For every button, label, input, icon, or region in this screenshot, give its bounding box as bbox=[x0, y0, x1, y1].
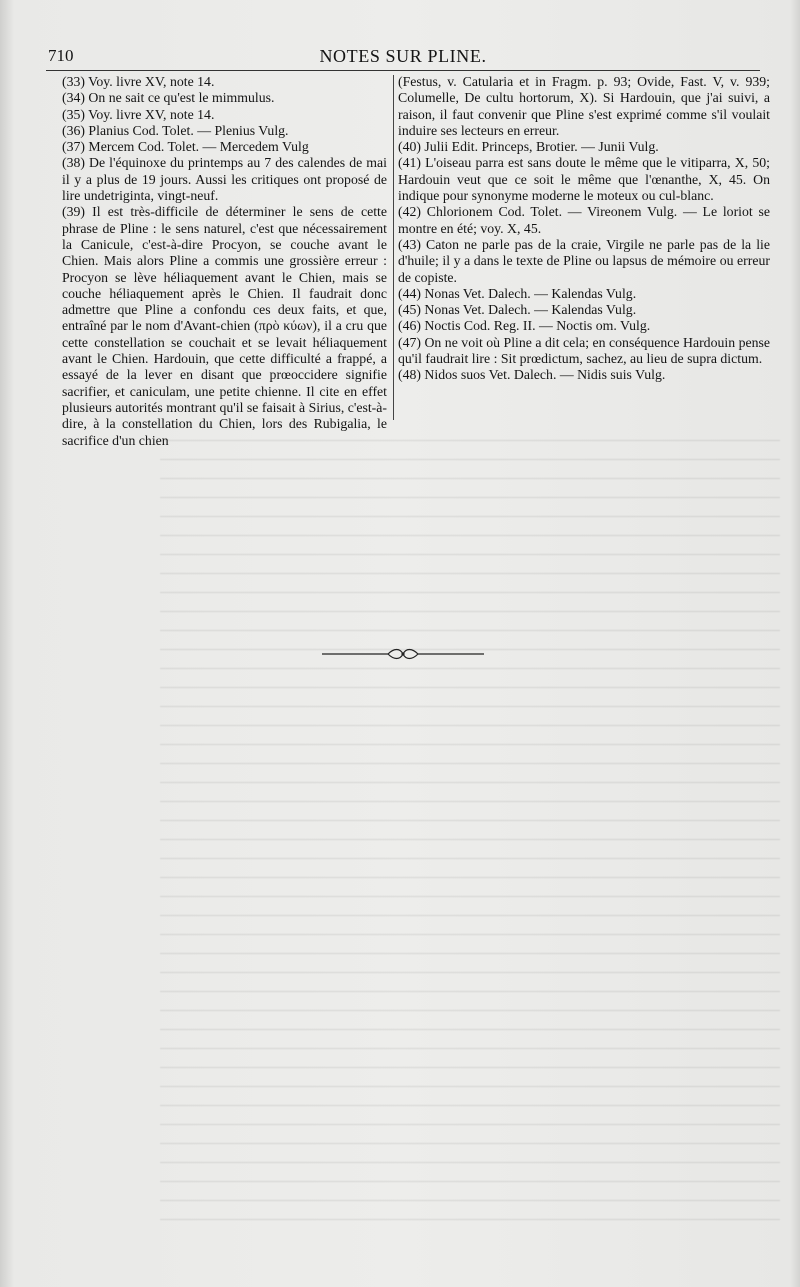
header-rule bbox=[46, 70, 760, 71]
left-column bbox=[62, 74, 387, 449]
note-45: (45) Nonas Vet. Dalech. — Kalendas Vulg. bbox=[398, 302, 637, 318]
note-33: (33) Voy. livre XV, note 14. bbox=[62, 74, 215, 89]
note-47: (47) On ne voit où Pline a dit cela; en conséquence Hardouin pense qu'il faudrait lire : Sit prœdictum, sachez, au lieu de supra dictum. bbox=[398, 334, 770, 367]
note-38: (38) De l'équinoxe du printemps au 7 des calendes de mai il y a plus de 19 jours. Aussi les critiques ont proposé de lire undetriginta, vingt-neuf. bbox=[62, 155, 387, 204]
right-column bbox=[398, 74, 770, 384]
note-34: (34) On ne sait ce qu'est le mimmulus. bbox=[62, 90, 275, 106]
note-42: (42) Chlorionem Cod. Tolet. — Vireonem Vulg. — Le loriot se montre en été; voy. X, 45. bbox=[398, 204, 770, 236]
note-36: (36) Planius Cod. Tolet. — Plenius Vulg. bbox=[62, 122, 289, 138]
note-35: (35) Voy. livre XV, note 14. bbox=[62, 106, 215, 122]
end-ornament-icon bbox=[318, 646, 488, 662]
note-41: (41) L'oiseau parra est sans doute le même que le vitiparra, X, 50; Hardouin veut que ce soit le même que l'œnanthe, X, 45. On indique pour synonyme moderne le moteux ou cul-blanc. bbox=[398, 155, 770, 204]
note-48: (48) Nidos suos Vet. Dalech. — Nidis suis Vulg. bbox=[398, 367, 666, 383]
note-46: (46) Noctis Cod. Reg. II. — Noctis om. Vulg. bbox=[398, 318, 651, 334]
running-title: NOTES SUR PLINE. bbox=[319, 46, 487, 66]
page-number: 710 bbox=[48, 46, 74, 65]
page-header bbox=[46, 46, 760, 68]
note-39-continued: (Festus, v. Catularia et in Fragm. p. 93; Ovide, Fast. V, v. 939; Columelle, De cultu hortorum, X). Si Hardouin, que j'ai suivi, a raison, il faut convenir que Pline s'est exprimé comme s'il voulait induire ses lecteurs en erreur. bbox=[398, 74, 770, 138]
note-44: (44) Nonas Vet. Dalech. — Kalendas Vulg. bbox=[398, 285, 637, 301]
note-43: (43) Caton ne parle pas de la craie, Virgile ne parle pas de la lie d'huile; il y a dans le texte de Pline ou lapsus de mémoire ou erreur de copiste. bbox=[398, 236, 770, 285]
column-divider bbox=[393, 75, 394, 420]
note-39: (39) Il est très-difficile de déterminer le sens de cette phrase de Pline : le sens naturel, c'est que nécessairement la Canicule, c'est-à-dire Procyon, se couche avant le Chien. Mais alors Pline a commis une grossière erreur : Procyon se lève héliaquement avant le Chien, mais se couche héliaquement après le Chien. Il faudrait donc admettre que Pline a confondu ces deux faits, et que, entraîné par le nom d'Avant-chien (πρὸ κύων), il a cru que cette constellation se couchait et se levait héliaquement avant le Chien. Hardouin, que cette difficulté a frappé, a essayé de la lever en disant que prœoccidere signifie sacrifier, et caniculam, une petite chienne. Il cite en effet plusieurs autorités montrant qu'il se faisait à Sirius, c'est-à-dire, à la constellation du Chien, lors des Rubigalia, le sacrifice d'un chien bbox=[62, 204, 387, 448]
note-40: (40) Julii Edit. Princeps, Brotier. — Junii Vulg. bbox=[398, 139, 659, 155]
note-37: (37) Mercem Cod. Tolet. — Mercedem Vulg bbox=[62, 139, 309, 155]
show-through-text bbox=[160, 440, 780, 1220]
